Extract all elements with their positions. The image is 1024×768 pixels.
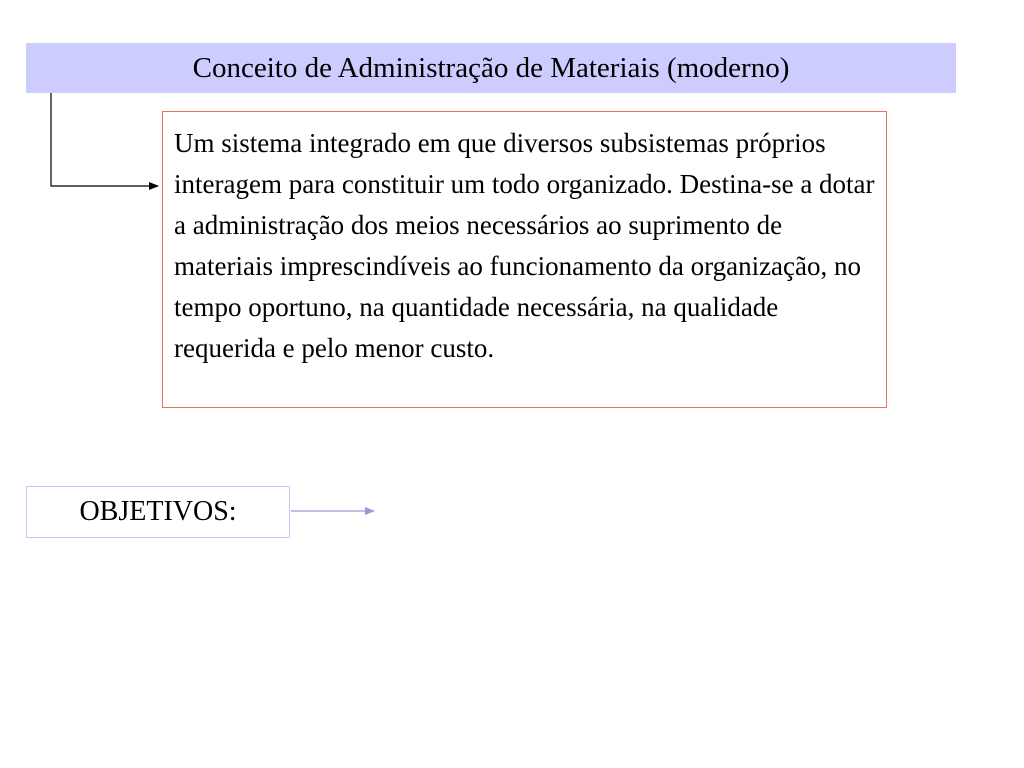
objetivos-label: OBJETIVOS: bbox=[79, 496, 237, 527]
definition-box bbox=[162, 111, 887, 408]
slide-title bbox=[26, 43, 956, 93]
objetivos-box bbox=[26, 486, 290, 538]
slide-title-text: Conceito de Administração de Materiais (moderno) bbox=[192, 51, 790, 84]
title-to-definition-arrow bbox=[51, 93, 158, 186]
definition-text: Um sistema integrado em que diversos subsistemas próprios interagem para constituir um todo organizado. Destina-se a dotar a administração dos meios necessários ao suprimento de materiais imprescindíveis ao funcionamento da organização, no tempo oportuno, na quantidade necessária, na qualidade requerida e pelo menor custo. bbox=[174, 128, 875, 363]
